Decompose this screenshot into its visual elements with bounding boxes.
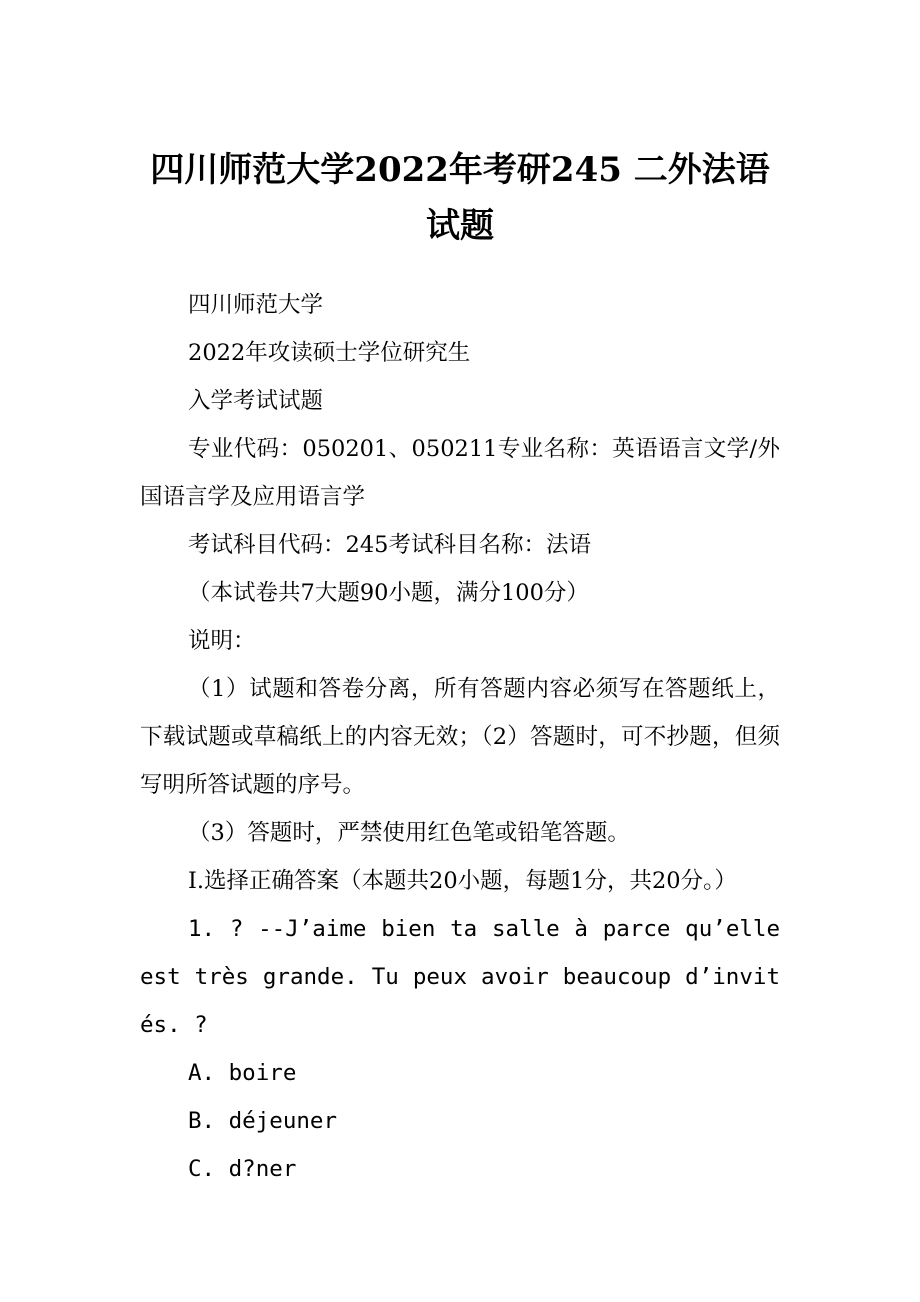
paragraph-instructions-heading: 说明： <box>188 628 256 654</box>
paragraph-paper-summary: （本试卷共7大题90小题，满分100分） <box>188 580 589 606</box>
paragraph-university: 四川师范大学 <box>188 292 324 318</box>
paragraph-year: 2022年攻读硕士学位研究生 <box>188 340 471 366</box>
paragraph-question-1: 1. ? --J’aime bien ta salle à parce qu’elle est très grande. Tu peux avoir beaucoup d’invités. ? <box>140 916 780 1038</box>
document-body <box>140 281 780 1193</box>
paragraph-instruction-3: （3）答题时，严禁使用红色笔或铅笔答题。 <box>188 820 630 846</box>
paragraph-major-code: 专业代码：050201、050211专业名称：英语语言文学/外国语言学及应用语言学 <box>140 436 780 510</box>
paragraph-subject-code: 考试科目代码：245考试科目名称：法语 <box>188 532 591 558</box>
paragraph-section-1-heading: Ⅰ.选择正确答案（本题共20小题，每题1分，共20分。） <box>188 868 737 894</box>
paragraph-instruction-1-2: （1）试题和答卷分离，所有答题内容必须写在答题纸上，下载试题或草稿纸上的内容无效；（2）答题时，可不抄题，但须写明所答试题的序号。 <box>140 676 780 798</box>
paragraph-option-a: A. boire <box>188 1060 297 1086</box>
paragraph-option-b: B. déjeuner <box>188 1108 338 1134</box>
document-title: 四川师范大学2022年考研245 二外法语试题 <box>150 150 770 246</box>
paragraph-exam-title: 入学考试试题 <box>188 388 324 414</box>
paragraph-option-c: C. d?ner <box>188 1156 297 1182</box>
